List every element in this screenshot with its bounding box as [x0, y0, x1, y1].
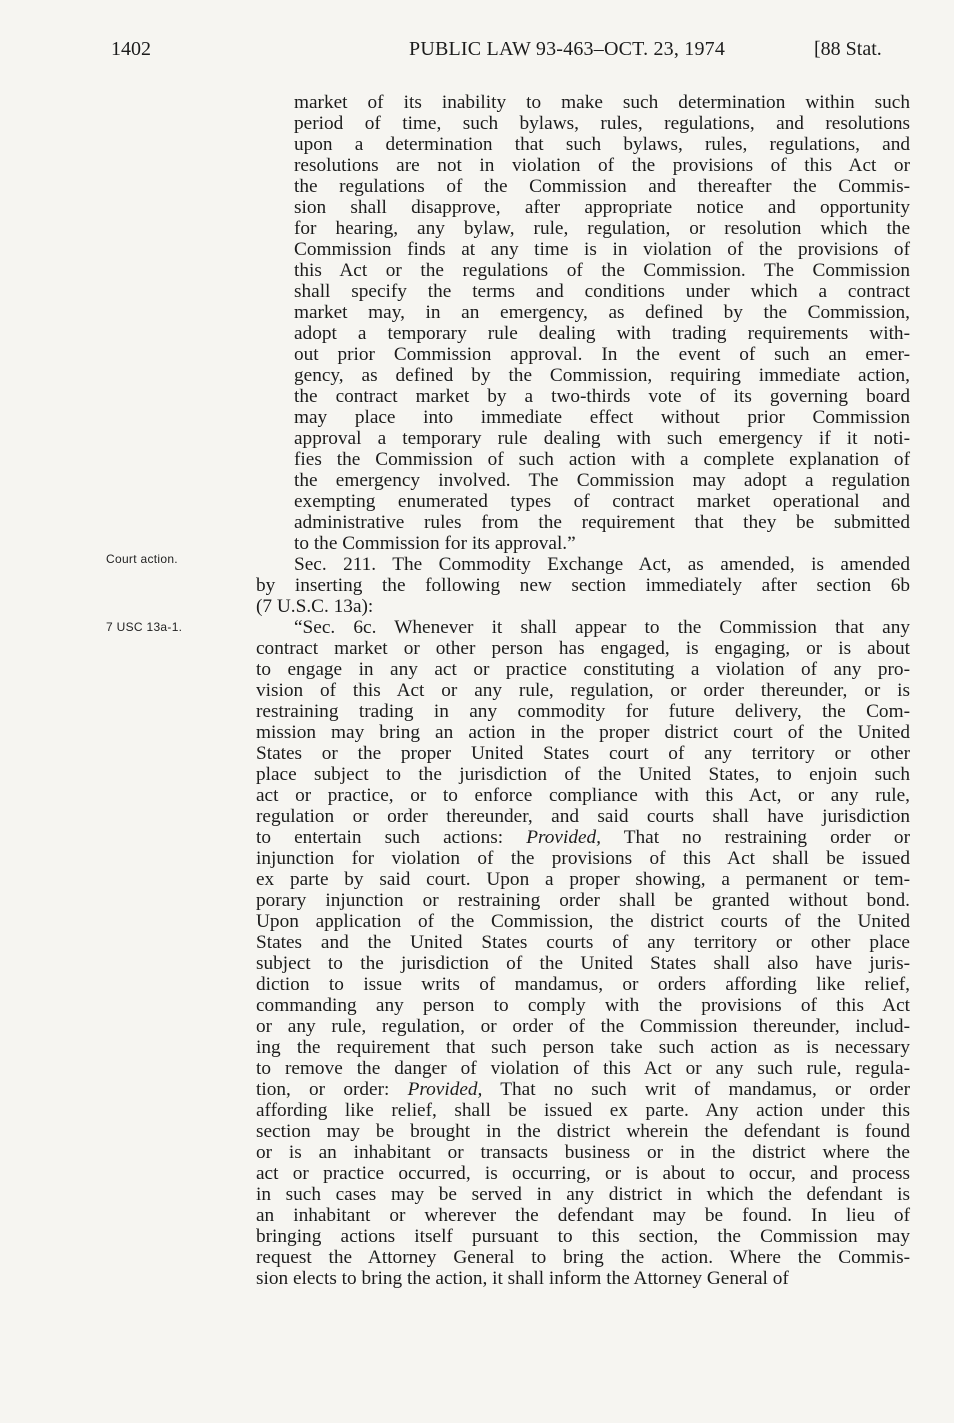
running-title: PUBLIC LAW 93-463–OCT. 23, 1974 [409, 38, 726, 60]
text-line: market of its inability to make such determination within such [294, 92, 910, 113]
text-line: Commission finds at any time is in violation of the provisions of [294, 239, 910, 260]
text-line: place subject to the jurisdiction of the United States, to enjoin such [256, 764, 910, 785]
margin-note-usc-reference: 7 USC 13a-1. [106, 620, 183, 634]
body-text [256, 92, 910, 1289]
text-line: or any rule, regulation, or order of the Commission thereunder, includ- [256, 1016, 910, 1037]
text-line: sion elects to bring the action, it shall inform the Attorney General of [256, 1268, 789, 1289]
page-header [0, 38, 954, 68]
text-line: the regulations of the Commission and thereafter the Commis- [294, 176, 910, 197]
text-line: fies the Commission of such action with a complete explanation of [294, 449, 910, 470]
text-line: diction to issue writs of mandamus, or orders affording like relief, [256, 974, 910, 995]
text-line: upon a determination that such bylaws, rules, regulations, and [294, 134, 910, 155]
text-line: ing the requirement that such person take such action as is necessary [256, 1037, 910, 1058]
text-line: to engage in any act or practice constituting a violation of any pro- [256, 659, 910, 680]
text-line: commanding any person to comply with the provisions of this Act [256, 995, 910, 1016]
text-line: (7 U.S.C. 13a): [256, 596, 374, 617]
text-line: Upon application of the Commission, the district courts of the United [256, 911, 910, 932]
text-line: request the Attorney General to bring the action. Where the Commis- [256, 1247, 910, 1268]
text-line: administrative rules from the requirement that they be submitted [294, 512, 910, 533]
text-line: may place into immediate effect without prior Commission [294, 407, 910, 428]
text-line: sion shall disapprove, after appropriate notice and opportunity [294, 197, 910, 218]
text-line: to remove the danger of violation of this Act or any such rule, regula- [256, 1058, 910, 1079]
text-line: ex parte by said court. Upon a proper showing, a permanent or tem- [256, 869, 910, 890]
text-line: to entertain such actions: Provided, That no restraining order or [256, 827, 910, 848]
page-number: 1402 [111, 38, 151, 60]
text-line: Sec. 211. The Commodity Exchange Act, as amended, is amended [294, 554, 910, 575]
volume-reference: [88 Stat. [814, 38, 882, 60]
text-line: “Sec. 6c. Whenever it shall appear to the Commission that any [294, 617, 910, 638]
text-line: an inhabitant or wherever the defendant may be found. In lieu of [256, 1205, 910, 1226]
text-line: act or practice, or to enforce compliance with this Act, or any rule, [256, 785, 910, 806]
text-line: States and the United States courts of any territory or other place [256, 932, 910, 953]
text-line: for hearing, any bylaw, rule, regulation, or resolution which the [294, 218, 910, 239]
text-line: subject to the jurisdiction of the United States shall also have juris- [256, 953, 910, 974]
text-line: to the Commission for its approval.” [294, 533, 576, 554]
text-line: by inserting the following new section immediately after section 6b [256, 575, 910, 596]
text-line: vision of this Act or any rule, regulation, or order thereunder, or is [256, 680, 910, 701]
text-line: out prior Commission approval. In the event of such an emer- [294, 344, 910, 365]
text-line: injunction for violation of the provisions of this Act shall be issued [256, 848, 910, 869]
text-line: approval a temporary rule dealing with such emergency if it noti- [294, 428, 910, 449]
text-line: this Act or the regulations of the Commission. The Commission [294, 260, 910, 281]
text-line: regulation or order thereunder, and said courts shall have jurisdiction [256, 806, 910, 827]
text-line: adopt a temporary rule dealing with trading requirements with- [294, 323, 910, 344]
text-line: contract market or other person has engaged, is engaging, or is about [256, 638, 910, 659]
text-line: market may, in an emergency, as defined by the Commission, [294, 302, 910, 323]
text-line: tion, or order: Provided, That no such writ of mandamus, or order [256, 1079, 910, 1100]
text-line: shall specify the terms and conditions under which a contract [294, 281, 910, 302]
text-line: affording like relief, shall be issued ex parte. Any action under this [256, 1100, 910, 1121]
text-line: bringing actions itself pursuant to this section, the Commission may [256, 1226, 910, 1247]
text-line: act or practice occurred, is occurring, or is about to occur, and process [256, 1163, 910, 1184]
text-line: in such cases may be served in any district in which the defendant is [256, 1184, 910, 1205]
text-line: or is an inhabitant or transacts business or in the district where the [256, 1142, 910, 1163]
text-line: gency, as defined by the Commission, requiring immediate action, [294, 365, 910, 386]
margin-note-court-action: Court action. [106, 552, 178, 566]
text-line: porary injunction or restraining order shall be granted without bond. [256, 890, 910, 911]
text-line: section may be brought in the district wherein the defendant is found [256, 1121, 910, 1142]
text-line: restraining trading in any commodity for future delivery, the Com- [256, 701, 910, 722]
text-line: the emergency involved. The Commission may adopt a regulation [294, 470, 910, 491]
text-line: States or the proper United States court of any territory or other [256, 743, 910, 764]
text-line: the contract market by a two-thirds vote of its governing board [294, 386, 910, 407]
text-line: resolutions are not in violation of the provisions of this Act or [294, 155, 910, 176]
text-line: period of time, such bylaws, rules, regulations, and resolutions [294, 113, 910, 134]
text-line: mission may bring an action in the proper district court of the United [256, 722, 910, 743]
text-line: exempting enumerated types of contract market operational and [294, 491, 910, 512]
